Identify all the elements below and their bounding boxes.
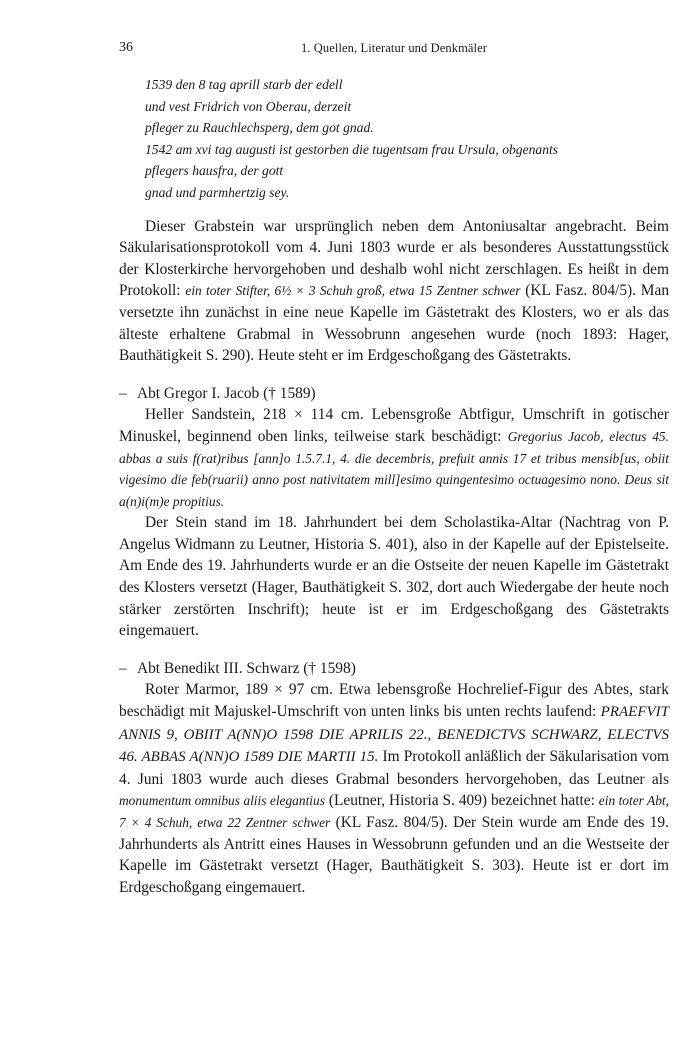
running-title: 1. Quellen, Literatur und Denkmäler [300,41,488,55]
entry-heading-benedikt [119,658,669,680]
book-page [119,40,669,898]
text: (KL Fasz. 804/5). Man versetzte ihn zunächst in eine neue Kapelle im Gästetrakt des Klosters, wo er als das älteste erhaltene Grabmal in Wessobrunn angesehen wurde (noch 1893: Hager, Bauthätigkeit S. 290). Heute steht er im Erdgeschoßgang des Gästetrakts. [119,282,670,365]
paragraph-gregor-history: Der Stein stand im 18. Jahrhundert bei dem Scholastika-Altar (Nachtrag von P. Angelus Widmann zu Leutner, Historia S. 401), also in der Kapelle auf der Epistelseite. Am Ende des 19. Jahrhunderts wurde er an die Ostseite der neuen Kapelle im Gästetrakt des Klosters versetzt (Hager, Bauthätigkeit S. 302, dort auch Wiedergabe der heute noch stärker zerstörten Inschrift); heute ist er im Erdgeschoßgang des Gästetrakts eingemauert. [119,514,669,640]
quoted-protocol: ein toter Stifter, 6½ × 3 Schuh groß, etwa 15 Zentner schwer [185,283,521,299]
inscription-line: pflegers hausfra, der gott [145,163,284,179]
dash: – [119,659,127,677]
inscription-line: 1542 am xvi tag augusti ist gestorben die tugentsam frau Ursula, obgenants [145,141,559,157]
text: Roter Marmor, 189 × 97 cm. Etwa lebensgroße Hochrelief-Figur des Abtes, stark beschädigt mit Majuskel-Umschrift von unten links bis unten rechts laufend: [119,681,669,721]
text: Dieser Grabstein war ursprünglich neben dem Antoniusaltar angebracht. Beim Säkularisationsprotokoll vom 4. Juni 1803 wurde er als besonderes Ausstattungsstück der Klosterkirche hervorgehoben und deshalb wohl nicht zerschlagen. Es heißt in dem Protokoll: [119,217,669,300]
entry-heading-gregor [119,383,669,405]
text: (KL Fasz. 804/5). Der Stein wurde am Ende des 19. Jahrhunderts als Antritt eines Hauses in Wessobrunn gefunden und an die Westseite der Kapelle im Gästetrakt versetzt (Hager, Bauthätigkeit S. 303). Heute ist er dort im Erdgeschoßgang eingemauert. [119,814,669,896]
page-number: 36 [119,40,133,55]
inscription-quote [119,74,669,204]
quoted-protocol: ein toter Abt, 7 × 4 Schuh, etwa 22 Zentner schwer [119,793,669,830]
paragraph-gregor-description [119,404,669,512]
inscription-line: pfleger zu Rauchlechsperg, dem got gnad. [145,120,374,136]
text: Im Protokoll anläßlich der Säkularisation vom 4. Juni 1803 wurde auch dieses Grabmal besonders hervorgehoben, das Leutner als [119,748,670,788]
inscription-line: und vest Fridrich von Oberau, derzeit [145,98,352,114]
inscription-text: Gregorius Jacob, electus 45. abbas a suis f(rat)ribus [ann]o 1.5.7.1, 4. die decembris, prefuit annis 17 et tribus mensib[us, obiit vigesimo die feb(ruarii) anno post nativitatem mill]esimo quingentesimo octuagesimo nono. Deus sit a(n)i(m)e propitius. [119,428,669,509]
latin-quote: monumentum omnibus aliis elegantius [119,793,325,809]
text: (Leutner, Historia S. 409) bezeichnet hatte: [324,792,599,810]
inscription-line: 1539 den 8 tag aprill starb der edell [145,77,343,92]
dash: – [119,384,127,402]
paragraph-benedikt [119,679,669,898]
entry-title: Abt Gregor I. Jacob († 1589) [137,384,316,402]
running-head [119,40,669,62]
text: Heller Sandstein, 218 × 114 cm. Lebensgroße Abtfigur, Umschrift in gotischer Minuskel, beginnend oben links, teilweise stark beschädigt: [119,406,669,445]
inscription-capitals: PRAEFVIT ANNIS 9, OBIIT A(NN)O 1598 DIE APRILIS 22., BENEDICTVS SCHWARZ, ELECTVS 46. ABBAS A(NN)O 1589 DIE MARTII 15. [119,704,669,766]
paragraph-grabstein [119,216,669,367]
inscription-line: gnad und parmhertzig sey. [145,184,290,200]
entry-title: Abt Benedikt III. Schwarz († 1598) [137,659,356,677]
